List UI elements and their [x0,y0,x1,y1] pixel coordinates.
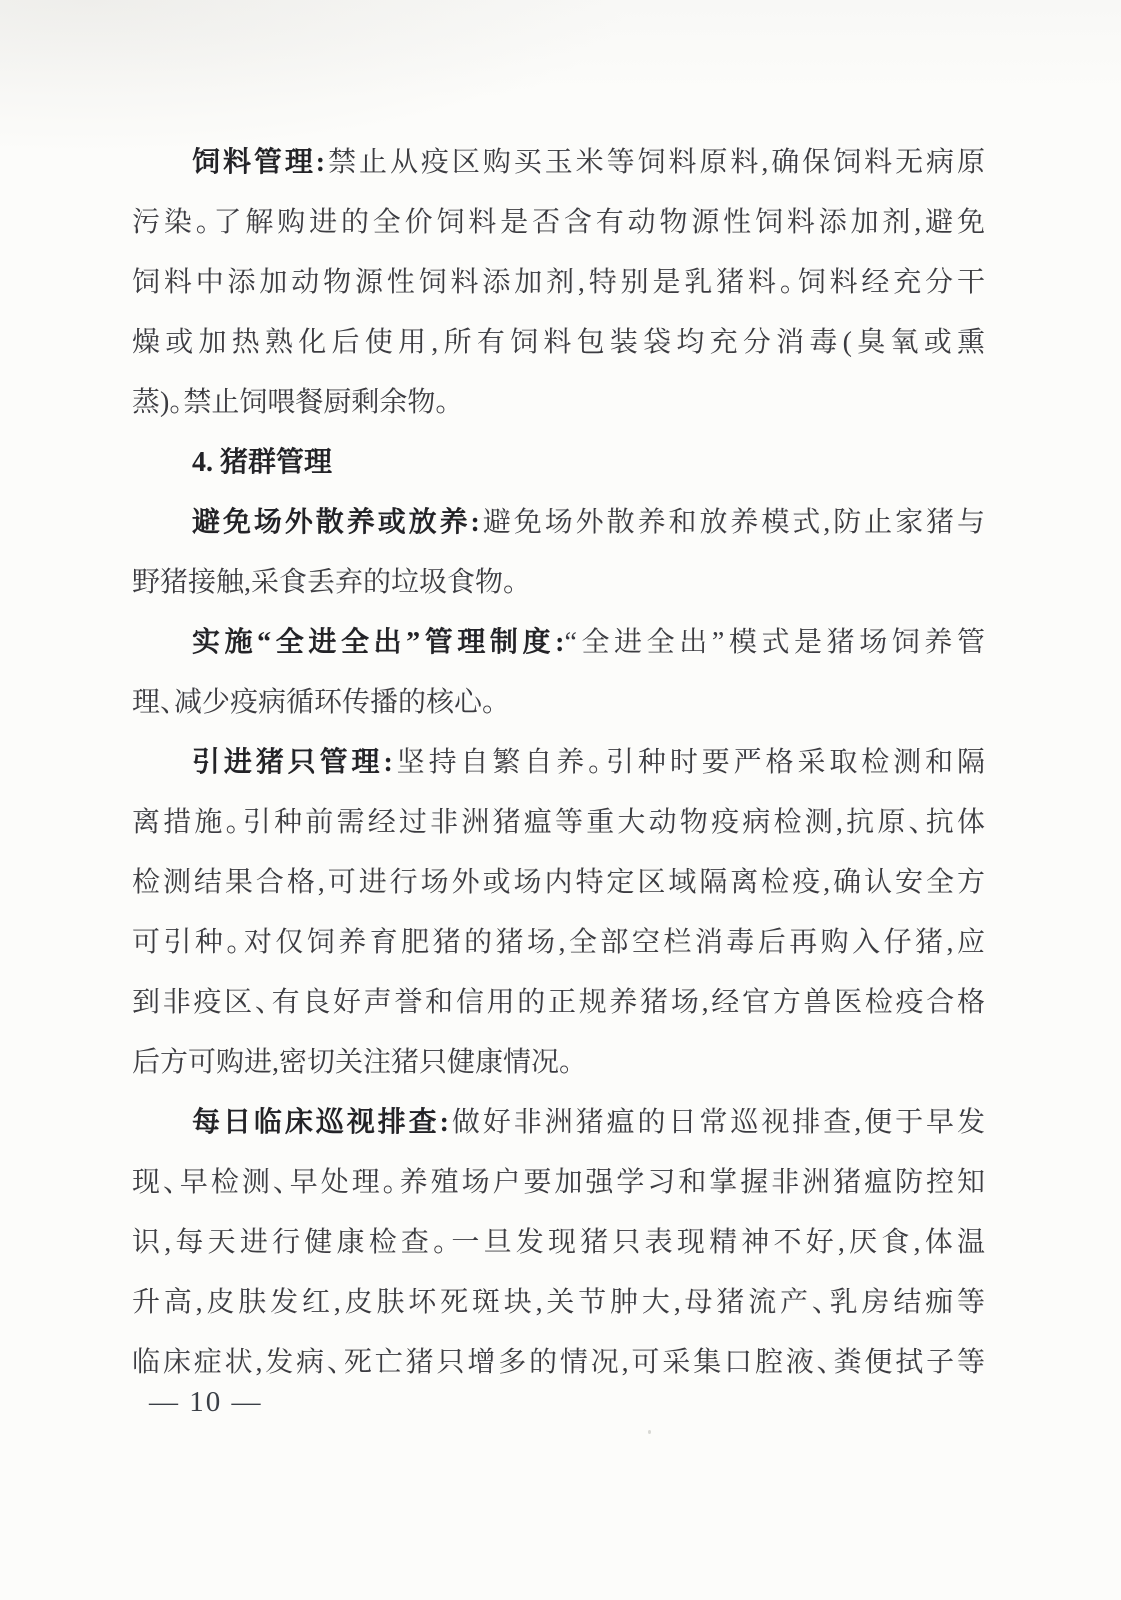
text-segment: 污染。了解购进的全价饲料是否含有动物源性饲料添加剂,避免 [132,207,985,238]
text-line [132,733,985,793]
text-line [132,373,985,433]
text-line [132,793,985,853]
text-segment: 做好非洲猪瘟的日常巡视排查,便于早发 [448,1107,985,1138]
text-segment: 蒸)。禁止饲喂餐厨剩余物。 [132,387,450,418]
bold-lead: 4. 猪群管理 [192,447,333,478]
text-line [132,1153,985,1213]
text-line [132,973,985,1033]
text-line [132,493,985,553]
text-line [132,193,985,253]
text-segment: 检测结果合格,可进行场外或场内特定区域隔离检疫,确认安全方 [132,867,985,898]
text-line [132,253,985,313]
bold-lead: 饲料管理: [192,147,326,178]
text-segment: 离措施。引种前需经过非洲猪瘟等重大动物疫病检测,抗原、抗体 [132,807,985,838]
text-line [132,133,985,193]
text-segment: 到非疫区、有良好声誉和信用的正规养猪场,经官方兽医检疫合格 [132,987,985,1018]
text-line [132,553,985,613]
text-segment: 野猪接触,采食丢弃的垃圾食物。 [132,567,518,598]
scan-speck [648,1430,651,1434]
text-line [132,853,985,913]
text-line [132,613,985,673]
text-line [132,1333,985,1393]
bold-lead: 引进猪只管理: [192,747,393,778]
text-line [132,673,985,733]
text-line [132,1213,985,1273]
text-segment: 可引种。对仅饲养育肥猪的猪场,全部空栏消毒后再购入仔猪,应 [132,927,985,958]
text-line [132,313,985,373]
text-segment: 后方可购进,密切关注猪只健康情况。 [132,1047,574,1078]
text-line [132,1033,985,1093]
text-segment: 禁止从疫区购买玉米等饲料原料,确保饲料无病原 [325,147,985,178]
text-segment: 升高,皮肤发红,皮肤坏死斑块,关节肿大,母猪流产、乳房结痂等 [132,1287,985,1318]
text-segment: “全进全出”模式是猪场饲养管 [564,627,985,658]
body-text [132,133,985,1393]
text-segment: 避免场外散养和放养模式,防止家猪与 [479,507,985,538]
text-segment: 临床症状,发病、死亡猪只增多的情况,可采集口腔液、粪便拭子等 [132,1347,985,1378]
bold-lead: 避免场外散养或放养: [192,507,480,538]
text-segment: 识,每天进行健康检查。一旦发现猪只表现精神不好,厌食,体温 [132,1227,985,1258]
bold-lead: 每日临床巡视排查: [192,1107,449,1138]
text-segment: 坚持自繁自养。引种时要严格采取检测和隔 [392,747,985,778]
text-segment: 理、减少疫病循环传播的核心。 [132,687,497,718]
text-segment: 现、早检测、早处理。养殖场户要加强学习和掌握非洲猪瘟防控知 [132,1167,985,1198]
text-line [132,1273,985,1333]
text-segment: 燥或加热熟化后使用,所有饲料包装袋均充分消毒(臭氧或熏 [132,327,985,358]
bold-lead: 实施“全进全出”管理制度: [192,627,565,658]
text-line [132,913,985,973]
section-heading [132,433,985,493]
text-line [132,1093,985,1153]
text-segment: 饲料中添加动物源性饲料添加剂,特别是乳猪料。饲料经充分干 [132,267,985,298]
page-number: — 10 — [149,1386,263,1418]
